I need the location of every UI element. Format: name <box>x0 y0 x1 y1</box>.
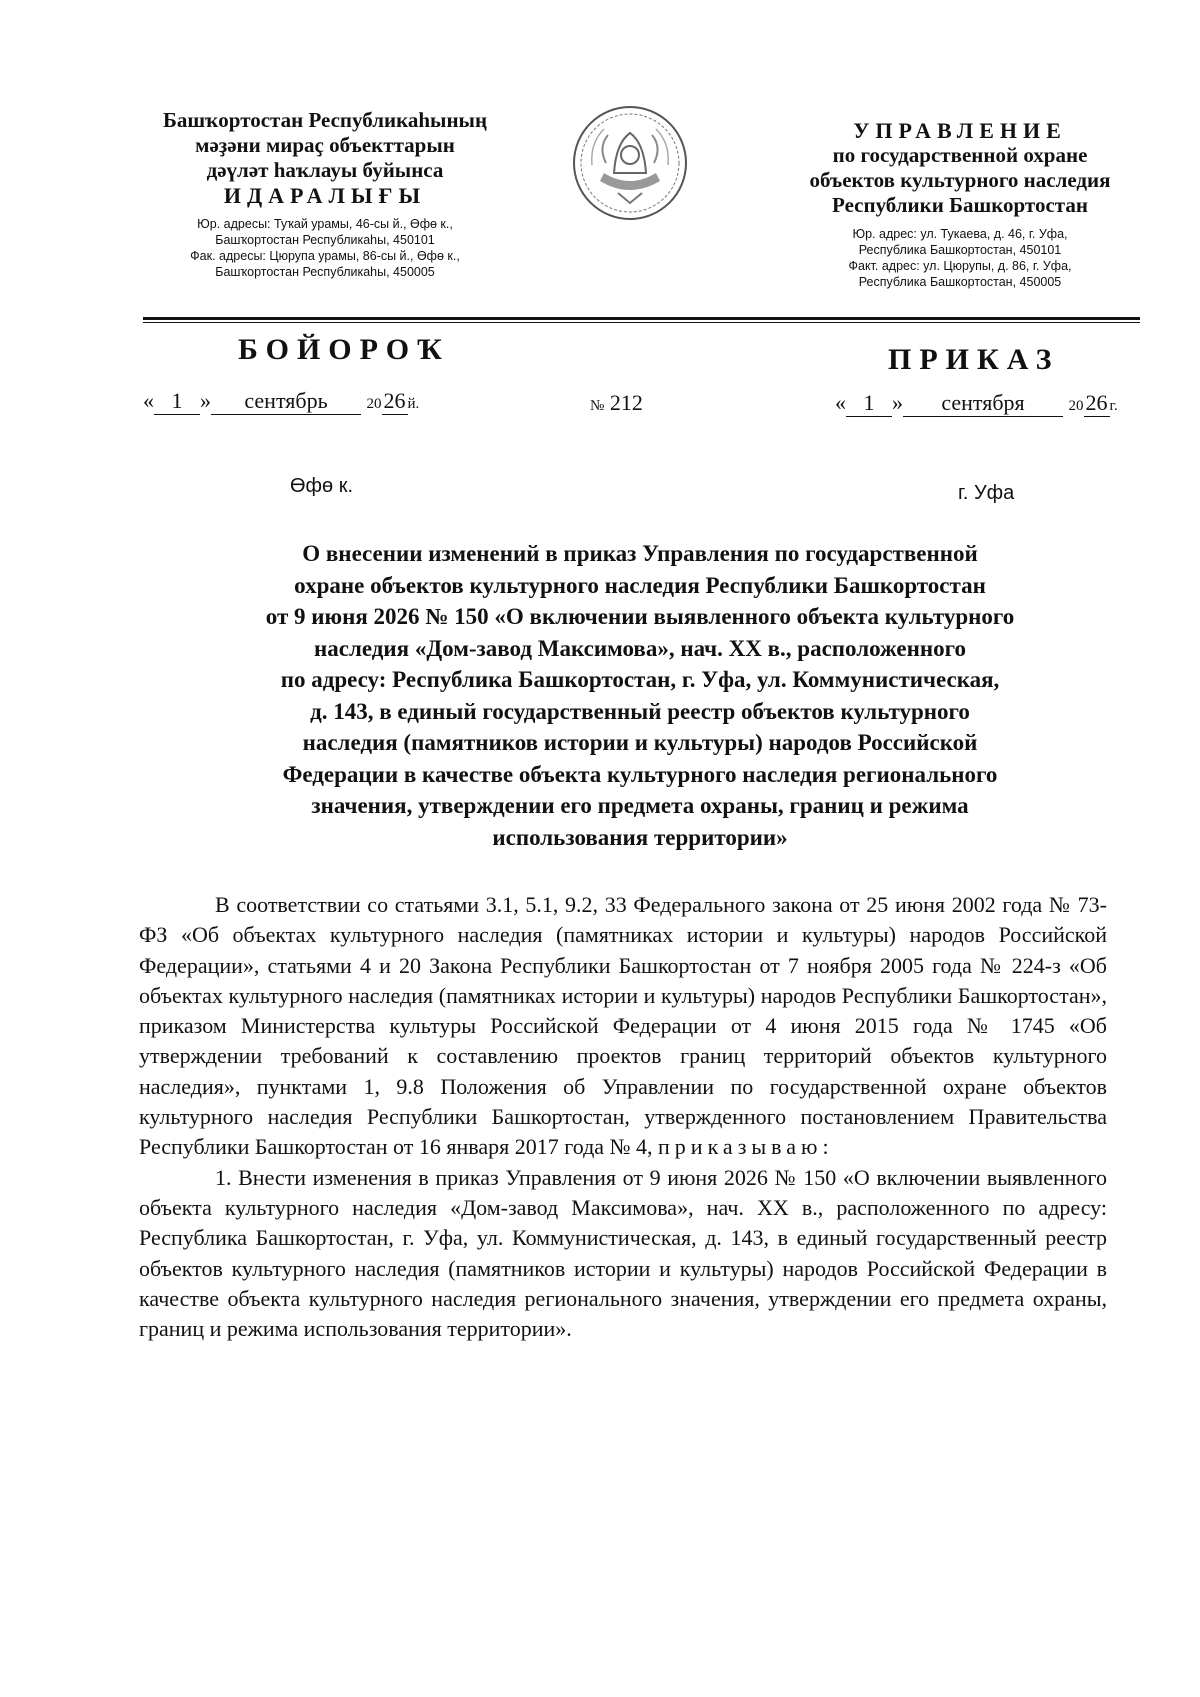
header-right-line1: УПРАВЛЕНИЕ <box>853 118 1067 143</box>
title-line: по адресу: Республика Башкортостан, г. Уфа, ул. Коммунистическая, <box>280 667 1000 692</box>
date-right-open-quote: « <box>835 390 846 415</box>
date-right-close-quote: » <box>892 390 903 415</box>
body-paragraph-1 <box>139 890 1107 1163</box>
date-right-year-suffix: 26 <box>1085 390 1108 415</box>
header-right <box>770 118 1150 290</box>
title-line: охране объектов культурного наследия Республики Башкортостан <box>294 572 986 598</box>
date-left-year-prefix: 20 <box>366 396 382 412</box>
order-title-right: ПРИКАЗ <box>888 343 1060 376</box>
title-line: от 9 июня 2026 № 150 «О включении выявленного объекта культурного <box>265 604 1015 629</box>
date-left-year-abbr: й. <box>407 396 420 412</box>
order-number-sign: № <box>590 398 605 414</box>
order-title-left: БОЙОРОҠ <box>238 333 450 366</box>
header-right-line3: объектов культурного наследия <box>809 168 1111 192</box>
date-right-month: сентября <box>903 390 1063 417</box>
header-right-addr3: Факт. адрес: ул. Цюрупы, д. 86, г. Уфа, <box>848 259 1072 273</box>
date-left <box>143 388 419 415</box>
header-right-addr1: Юр. адрес: ул. Тукаева, д. 46, г. Уфа, <box>852 227 1068 241</box>
date-left-open-quote: « <box>143 388 154 413</box>
date-left-month: сентябрь <box>211 388 361 415</box>
order-number-value: 212 <box>609 390 643 415</box>
title-line: д. 143, в единый государственный реестр объектов культурного <box>310 698 970 724</box>
header-left-address <box>130 216 520 280</box>
header-left-line2: мәҙәни мираҫ объекттарын <box>195 133 455 157</box>
city-right: г. Уфа <box>958 482 1015 504</box>
header-right-addr4: Республика Башкортостан, 450005 <box>858 275 1062 289</box>
date-right-day: 1 <box>846 390 892 417</box>
header-left-addr2: Башҡортостан Республикаһы, 450101 <box>215 233 435 247</box>
date-left-year-suffix: 26 <box>383 388 406 413</box>
body-paragraph-1-text: В соответствии со статьями 3.1, 5.1, 9.2, 33 Федерального закона от 25 июня 2002 года № 73-ФЗ «Об объектах культурного наследия (памятниках истории и культуры) народов Российской Федерации», статьями 4 и 20 Закона Республики Башкортостан от 7 ноября 2005 года № 224-з «Об объектах культурного наследия (памятниках истории и культуры) народов Республики Башкортостан», приказом Министерства культуры Российской Федерации от 4 июня 2015 года № 1745 «Об утверждении требований к составлению проектов границ территорий объектов культурного наследия», пунктами 1, 9.8 Положения об Управлении по государственной охране объектов культурного наследия Республики Башкортостан, утвержденного постановлением Правительства Республики Башкортостан от 16 января 2017 года № 4, <box>139 892 1107 1160</box>
date-right-year-abbr: г. <box>1109 398 1118 414</box>
title-line: значения, утверждении его предмета охраны, границ и режима <box>311 793 969 818</box>
document-body <box>139 890 1107 1344</box>
date-left-day: 1 <box>154 388 200 415</box>
header-left-addr3: Фак. адресы: Цюрупа урамы, 86-сы й., Өфө к., <box>190 249 460 263</box>
city-left: Өфө к. <box>290 475 353 497</box>
date-right <box>835 390 1118 417</box>
header-left-line3: дәүләт һаҡлауы буйынса <box>206 158 444 182</box>
header-left-addr1: Юр. адресы: Туҡай урамы, 46-сы й., Өфө к., <box>197 217 453 231</box>
title-line: Федерации в качестве объекта культурного наследия регионального <box>282 761 998 787</box>
header-right-addr2: Республика Башкортостан, 450101 <box>858 243 1062 257</box>
document-title <box>175 538 1105 853</box>
title-line: наследия (памятников истории и культуры) народов Российской <box>302 730 978 755</box>
header-right-line2: по государственной охране <box>832 143 1088 167</box>
header-left-line4: ИДАРАЛЫҒЫ <box>223 183 427 208</box>
date-right-year-prefix: 20 <box>1068 398 1084 414</box>
order-number <box>590 390 643 416</box>
title-line: использования территории» <box>492 824 788 850</box>
title-line: наследия «Дом-завод Максимова», нач. XX в., расположенного <box>313 635 967 661</box>
header-right-address <box>770 226 1150 290</box>
header-divider-thin <box>143 322 1140 323</box>
header-left <box>130 108 520 280</box>
title-line: О внесении изменений в приказ Управления по государственной <box>302 541 978 566</box>
header-divider-thick <box>143 317 1140 320</box>
header-left-addr4: Башҡортостан Республикаһы, 450005 <box>215 265 435 279</box>
header-left-line1: Башҡортостан Республикаһының <box>162 108 488 132</box>
body-prikazyvayu: приказываю: <box>658 1134 834 1160</box>
coat-of-arms-emblem <box>570 103 690 223</box>
header-right-line4: Республики Башкортостан <box>832 193 1088 217</box>
date-left-close-quote: » <box>200 388 211 413</box>
body-item-1: 1. Внести изменения в приказ Управления от 9 июня 2026 № 150 «О включении выявленного объекта культурного наследия «Дом-завод Максимова», нач. XX в., расположенного по адресу: Республика Башкортостан, г. Уфа, ул. Коммунистическая, д. 143, в единый государственный реестр объектов культурного наследия (памятников истории и культуры) народов Российской Федерации в качестве объекта культурного наследия регионального значения, утверждении его предмета охраны, границ и режима использования территории». <box>139 1164 1107 1342</box>
